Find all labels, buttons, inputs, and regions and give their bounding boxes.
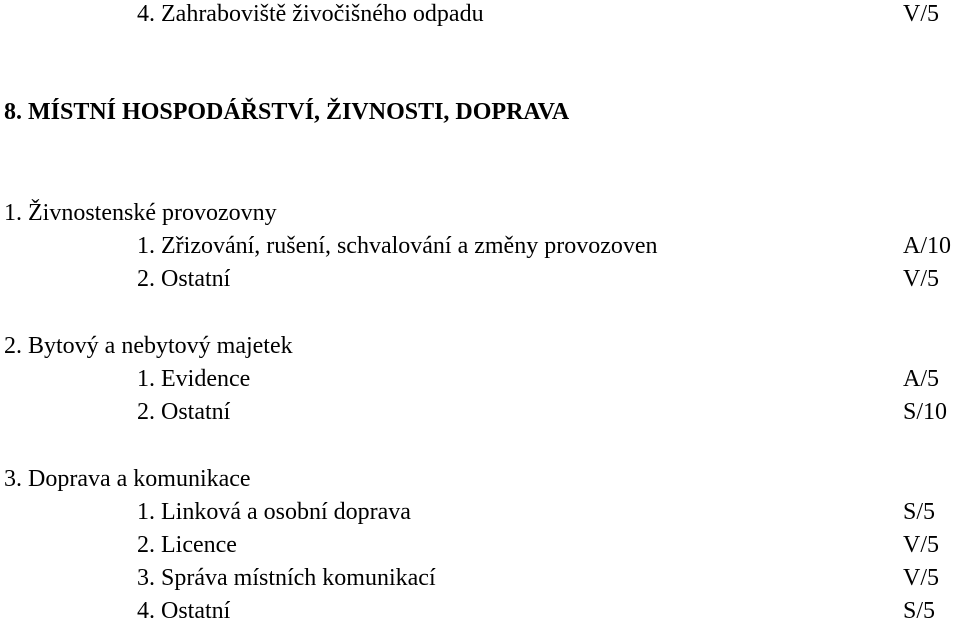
retention-code: S/5	[903, 598, 936, 624]
item-label: 1. Linková a osobní doprava	[137, 499, 411, 525]
retention-code: V/5	[903, 266, 939, 292]
item-label: 2. Licence	[137, 532, 237, 558]
retention-code: A/5	[903, 366, 939, 392]
section-heading: 2. Bytový a nebytový majetek	[4, 333, 293, 359]
item-label: 2. Ostatní	[137, 266, 231, 292]
item-label: 2. Ostatní	[137, 399, 231, 425]
item-label: 4. Ostatní	[137, 598, 231, 624]
chapter-heading: 8. MÍSTNÍ HOSPODÁŘSTVÍ, ŽIVNOSTI, DOPRAVA	[4, 99, 570, 125]
retention-code: V/5	[903, 532, 939, 558]
section-heading: 1. Živnostenské provozovny	[4, 200, 277, 226]
retention-code: V/5	[903, 565, 939, 591]
item-label: 3. Správa místních komunikací	[137, 565, 436, 591]
retention-code: V/5	[903, 1, 939, 27]
retention-code: A/10	[903, 233, 951, 259]
retention-code: S/10	[903, 399, 948, 425]
section-heading: 3. Doprava a komunikace	[4, 466, 251, 492]
item-label: 4. Zahraboviště živočišného odpadu	[137, 1, 484, 27]
item-label: 1. Zřizování, rušení, schvalování a změny provozoven	[137, 233, 658, 259]
item-label: 1. Evidence	[137, 366, 251, 392]
retention-code: S/5	[903, 499, 936, 525]
